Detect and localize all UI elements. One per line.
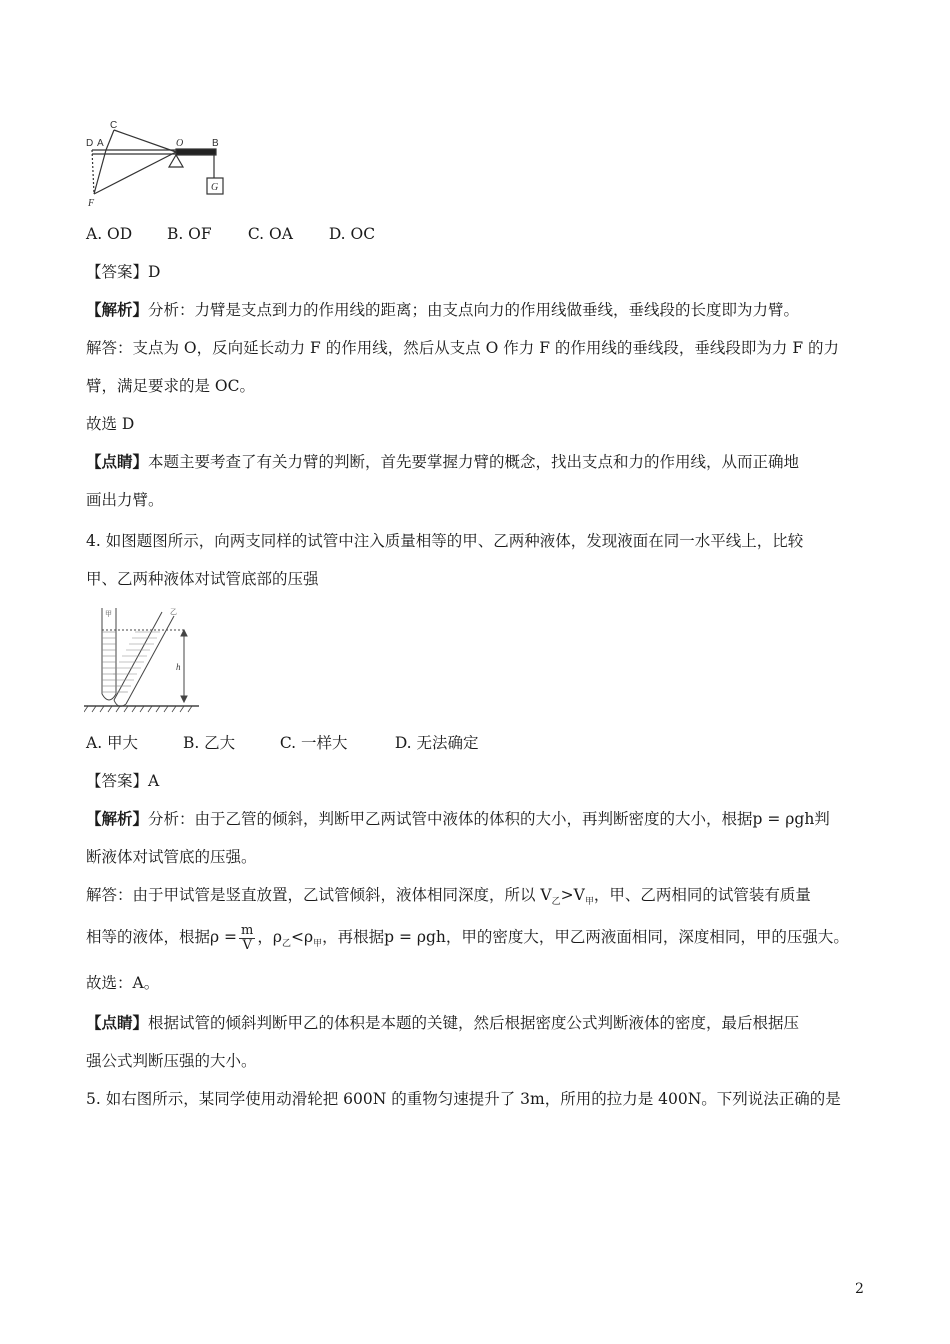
q3-option-b: B. OF bbox=[166, 225, 212, 243]
q3-answer: 【答案】D bbox=[86, 263, 161, 281]
q4-stem-1: 4. 如图题图所示，向两支同样的试管中注入质量相等的甲、乙两种液体，发现液面在同一水平线上，比较 bbox=[86, 532, 804, 550]
q4-analysis-4d: ，再根据p = ρgh，甲的密度大，甲乙两液面相同，深度相同，甲的压强大。 bbox=[322, 928, 849, 946]
label-yi: 乙 bbox=[170, 608, 177, 616]
q3-analysis-3: 臂，满足要求的是 OC。 bbox=[86, 377, 255, 395]
q3-analysis-text-1: 分析：力臂是支点到力的作用线的距离；由支点向力的作用线做垂线，垂线段的长度即为力臂。 bbox=[148, 301, 800, 319]
q4-analysis-4a: 相等的液体，根据ρ = bbox=[86, 928, 238, 946]
q4-analysis-4 bbox=[86, 922, 849, 959]
page-number: 2 bbox=[855, 1281, 864, 1297]
q4-analysis-4c: <ρ bbox=[291, 928, 314, 946]
label-d: D bbox=[86, 138, 94, 149]
q4-analysis-3c: ，甲、乙两相同的试管装有质量 bbox=[593, 886, 811, 904]
q4-analysis-4-sub1: 乙 bbox=[281, 939, 291, 950]
q4-comment-2: 强公式判断压强的大小。 bbox=[86, 1052, 257, 1070]
fraction-denominator: V bbox=[242, 937, 252, 953]
q4-option-c: C. 一样大 bbox=[279, 734, 348, 752]
q4-conclusion: 故选：A。 bbox=[86, 974, 160, 992]
label-c: C bbox=[110, 120, 118, 131]
label-f: F bbox=[88, 198, 95, 209]
q4-analysis-1 bbox=[86, 809, 830, 829]
q3-comment-2: 画出力臂。 bbox=[86, 491, 164, 509]
q4-answer: 【答案】A bbox=[86, 772, 160, 790]
lever-diagram bbox=[84, 118, 234, 210]
q3-analysis-1 bbox=[86, 300, 799, 320]
q3-analysis-2: 解答：支点为 O，反向延长动力 F 的作用线，然后从支点 O 作力 F 的作用线的垂线段，垂线段即为力 F 的力 bbox=[86, 339, 840, 357]
q3-conclusion: 故选 D bbox=[86, 415, 135, 433]
q3-option-c: C. OA bbox=[247, 225, 293, 243]
comment-tag: 【点睛】 bbox=[86, 1013, 149, 1032]
analysis-tag: 【解析】 bbox=[86, 300, 149, 319]
label-jia: 甲 bbox=[105, 610, 112, 618]
q4-analysis-3-sub1: 乙 bbox=[551, 897, 561, 908]
q4-option-b: B. 乙大 bbox=[182, 734, 236, 752]
label-h: h bbox=[176, 662, 181, 672]
label-b: B bbox=[212, 138, 219, 149]
test-tubes-diagram bbox=[84, 602, 204, 718]
q4-analysis-3 bbox=[86, 885, 811, 912]
q4-stem-2: 甲、乙两种液体对试管底部的压强 bbox=[86, 570, 319, 588]
q4-analysis-3b: >V bbox=[560, 886, 585, 904]
label-o: O bbox=[176, 138, 184, 149]
label-g: G bbox=[211, 182, 219, 193]
q4-analysis-3a: 解答：由于甲试管是竖直放置，乙试管倾斜，液体相同深度，所以 V bbox=[86, 886, 552, 904]
q4-comment-1 bbox=[86, 1013, 799, 1033]
q3-comment-1 bbox=[86, 452, 799, 472]
q4-analysis-4-sub2: 甲 bbox=[313, 939, 323, 950]
q3-options bbox=[86, 224, 375, 244]
label-a: A bbox=[97, 138, 104, 149]
q4-option-d: D. 无法确定 bbox=[394, 734, 479, 752]
q4-analysis-2: 断液体对试管底的压强。 bbox=[86, 848, 257, 866]
density-fraction bbox=[239, 924, 255, 953]
q4-comment-text-1: 根据试管的倾斜判断甲乙的体积是本题的关键，然后根据密度公式判断液体的密度，最后根据压 bbox=[148, 1014, 800, 1032]
q3-comment-text-1: 本题主要考查了有关力臂的判断，首先要掌握力臂的概念，找出支点和力的作用线，从而正确地 bbox=[148, 453, 800, 471]
comment-tag: 【点睛】 bbox=[86, 452, 149, 471]
q4-options bbox=[86, 733, 479, 753]
q4-analysis-text-1: 分析：由于乙管的倾斜，判断甲乙两试管中液体的体积的大小，再判断密度的大小，根据p = ρgh判 bbox=[148, 810, 830, 828]
q3-option-a: A. OD bbox=[86, 225, 133, 243]
q3-option-d: D. OC bbox=[328, 225, 376, 243]
q5-stem: 5. 如右图所示，某同学使用动滑轮把 600N 的重物匀速提升了 3m，所用的拉力是 400N。下列说法正确的是 bbox=[86, 1090, 841, 1108]
q4-analysis-3-sub2: 甲 bbox=[584, 897, 594, 908]
analysis-tag: 【解析】 bbox=[86, 809, 149, 828]
q4-option-a: A. 甲大 bbox=[86, 734, 139, 752]
q4-analysis-4b: ，ρ bbox=[257, 928, 282, 946]
fraction-numerator: m bbox=[241, 922, 254, 938]
